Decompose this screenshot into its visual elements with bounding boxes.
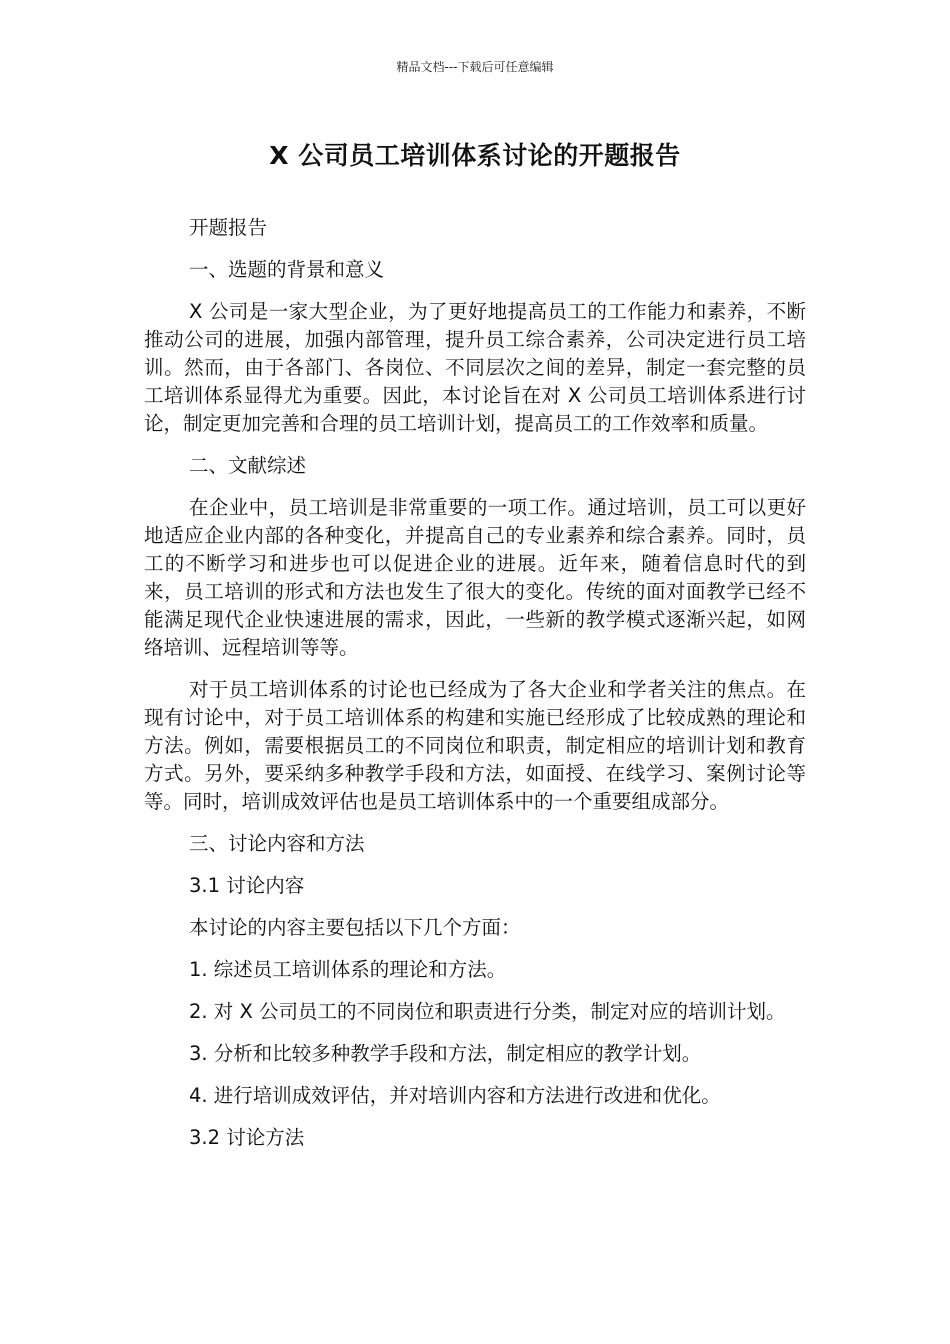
- list-item-3: 3. 分析和比较多种教学手段和方法，制定相应的教学计划。: [189, 1042, 702, 1065]
- subheading-method: 3.2 讨论方法: [189, 1126, 305, 1149]
- paragraph-background: X 公司是一家大型企业，为了更好地提高员工的工作能力和素养，不断推动公司的进展，加强内部管理，提升员工综合素养，公司决定进行员工培训。然而，由于各部门、各岗位、不同层次之间的差异，制定一套完整的员工培训体系显得尤为重要。因此，本讨论旨在对 X 公司员工培训体系进行讨论，制定更加完善和合理的员工培训计划，提高员工的工作效率和质量。: [144, 300, 806, 435]
- subheading-content: 3.1 讨论内容: [189, 874, 305, 897]
- header-note: 精品文档---下载后可任意编辑: [396, 60, 554, 74]
- heading-content-method: 三、讨论内容和方法: [189, 832, 365, 855]
- document-title: X 公司员工培训体系讨论的开题报告: [269, 141, 681, 170]
- paragraph-literature-2: 对于员工培训体系的讨论也已经成为了各大企业和学者关注的焦点。在现有讨论中，对于员工培训体系的构建和实施已经形成了比较成熟的理论和方法。例如，需要根据员工的不同岗位和职责，制定相应的培训计划和教育方式。另外，要采纳多种教学手段和方法，如面授、在线学习、案例讨论等等。同时，培训成效评估也是员工培训体系中的一个重要组成部分。: [144, 678, 806, 813]
- heading-background: 一、选题的背景和意义: [189, 258, 385, 281]
- document-body: [144, 214, 806, 1152]
- list-item-4: 4. 进行培训成效评估，并对培训内容和方法进行改进和优化。: [189, 1084, 721, 1107]
- list-item-1: 1. 综述员工培训体系的理论和方法。: [189, 958, 507, 981]
- paragraph-literature-1: 在企业中，员工培训是非常重要的一项工作。通过培训，员工可以更好地适应企业内部的各种变化，并提高自己的专业素养和综合素养。同时，员工的不断学习和进步也可以促进企业的进展。近年来，随着信息时代的到来，员工培训的形式和方法也发生了很大的变化。传统的面对面教学已经不能满足现代企业快速进展的需求，因此，一些新的教学模式逐渐兴起，如网络培训、远程培训等等。: [144, 496, 806, 659]
- list-item-2: 2. 对 X 公司员工的不同岗位和职责进行分类，制定对应的培训计划。: [189, 1000, 786, 1023]
- heading-literature: 二、文献综述: [189, 454, 307, 477]
- paragraph-content-intro: 本讨论的内容主要包括以下几个方面：: [189, 916, 521, 939]
- section-label: 开题报告: [189, 216, 268, 239]
